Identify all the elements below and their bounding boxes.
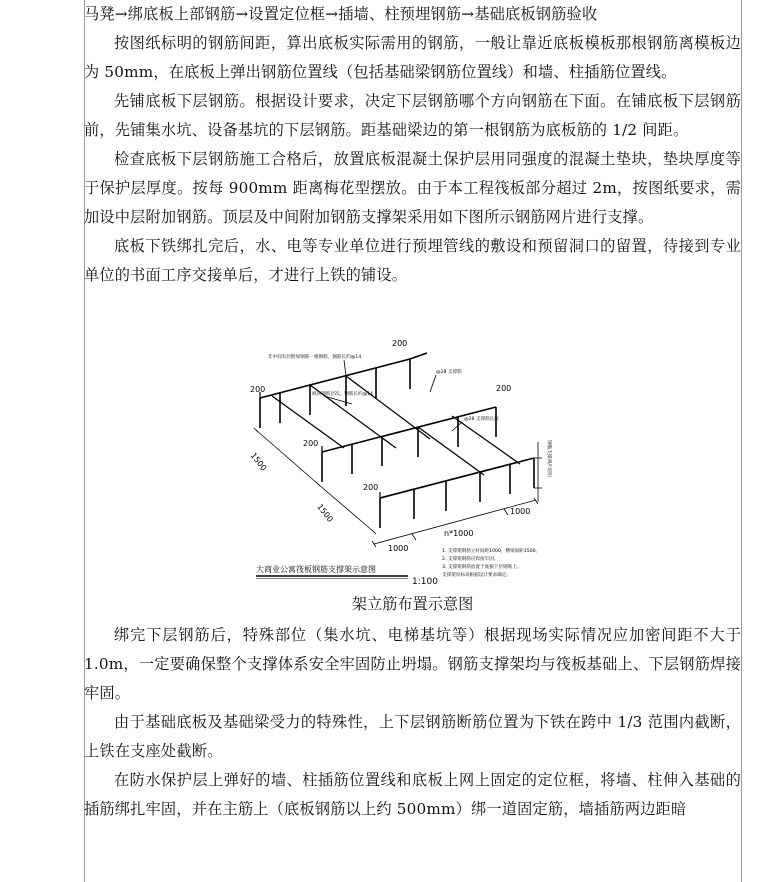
dim-label: 200 — [303, 439, 319, 448]
figure-title: 大商业公寓筏板钢筋支撑架示意图 — [256, 565, 376, 574]
note-text: @28 支撑筋长度 — [464, 417, 499, 422]
paragraph: 先铺底板下层钢筋。根据设计要求，决定下层钢筋哪个方向钢筋在下面。在铺底板下层钢筋前，先铺集水坑、设备基坑的下层钢筋。距基础梁边的第一根钢筋为底板筋的 1/2 间距。 — [84, 92, 741, 139]
paragraphs-bottom — [84, 621, 741, 824]
page-margin-right-line — [741, 0, 742, 882]
dim-label: 1500 — [248, 451, 269, 473]
note-text: 非中间有层附加钢筋一根钢筋，钢筋长约@14 — [268, 355, 362, 360]
dim-label: 200 — [392, 339, 408, 348]
dim-label: n*1000 — [444, 529, 474, 538]
paragraph: 绑完下层钢筋后，特殊部位（集水坑、电梯基坑等）根据现场实际情况应加密间距不大于 1.0m，一定要确保整个支撑体系安全牢固防止坍塌。钢筋支撑架均与筏板基础上、下层钢筋焊接牢固。 — [84, 626, 741, 702]
paragraph: 检查底板下层钢筋施工合格后，放置底板混凝土保护层用同强度的混凝土垫块，垫块厚度等于保护层厚度。按每 900mm 距离梅花型摆放。由于本工程筏板部分超过 2m，按图纸要求，需加设中层附加钢筋。顶层及中间附加钢筋支撑架采用如下图所示钢筋网片进行支撑。 — [84, 150, 741, 226]
note-text: 钢筋支撑网片说明 — [546, 440, 551, 477]
dim-label: 1000 — [510, 507, 531, 516]
dim-label: 1000 — [388, 544, 409, 553]
paragraphs-top — [84, 0, 741, 290]
paragraph: 马凳→绑底板上部钢筋→设置定位框→插墙、柱预埋钢筋→基础底板钢筋验收 — [84, 5, 598, 23]
note-text: 纵向钢筋层次，钢筋长约@14 — [312, 392, 373, 397]
dim-label: 200 — [496, 384, 512, 393]
legend-text: 支撑架顶标高根据设计要求确定。 — [442, 573, 511, 578]
steel-support-frame-drawing — [248, 312, 578, 590]
paragraph: 在防水保护层上弹好的墙、柱插筋位置线和底板上网上固定的定位框，将墙、柱伸入基础的插筋绑扎牢固，并在主筋上（底板钢筋以上约 500mm）绑一道固定筋，墙插筋两边距暗 — [84, 771, 741, 818]
figure-scale: 1:100 — [412, 577, 438, 587]
legend-text: 3. 支撑架钢筋放置于底板下层钢筋上。 — [442, 565, 522, 570]
figure-caption: 架立筋布置示意图 — [351, 595, 474, 613]
dim-label: 200 — [363, 483, 379, 492]
note-text: @28 支撑筋 — [436, 370, 462, 375]
document-body — [84, 0, 741, 824]
figure — [84, 290, 741, 590]
paragraph: 由于基础底板及基础梁受力的特殊性，上下层钢筋断筋位置为下铁在跨中 1/3 范围内截断，上铁在支座处截断。 — [84, 713, 741, 760]
dim-label: 200 — [250, 385, 266, 394]
legend-text: 1. 支撑架钢筋立杆间距1000，横梁间距1500。 — [442, 549, 541, 554]
dim-label: 1500 — [315, 502, 335, 524]
paragraph: 按图纸标明的钢筋间距，算出底板实际需用的钢筋，一般让靠近底板模板那根钢筋离模板边为 50mm，在底板上弹出钢筋位置线（包括基础梁钢筋位置线）和墙、柱插筋位置线。 — [84, 34, 741, 81]
paragraph: 底板下铁绑扎完后，水、电等专业单位进行预埋管线的敷设和预留洞口的留置，待接到专业单位的书面工序交接单后，才进行上铁的铺设。 — [84, 237, 741, 284]
legend-text: 2. 支撑架钢筋应焊接牢固。 — [442, 557, 499, 562]
